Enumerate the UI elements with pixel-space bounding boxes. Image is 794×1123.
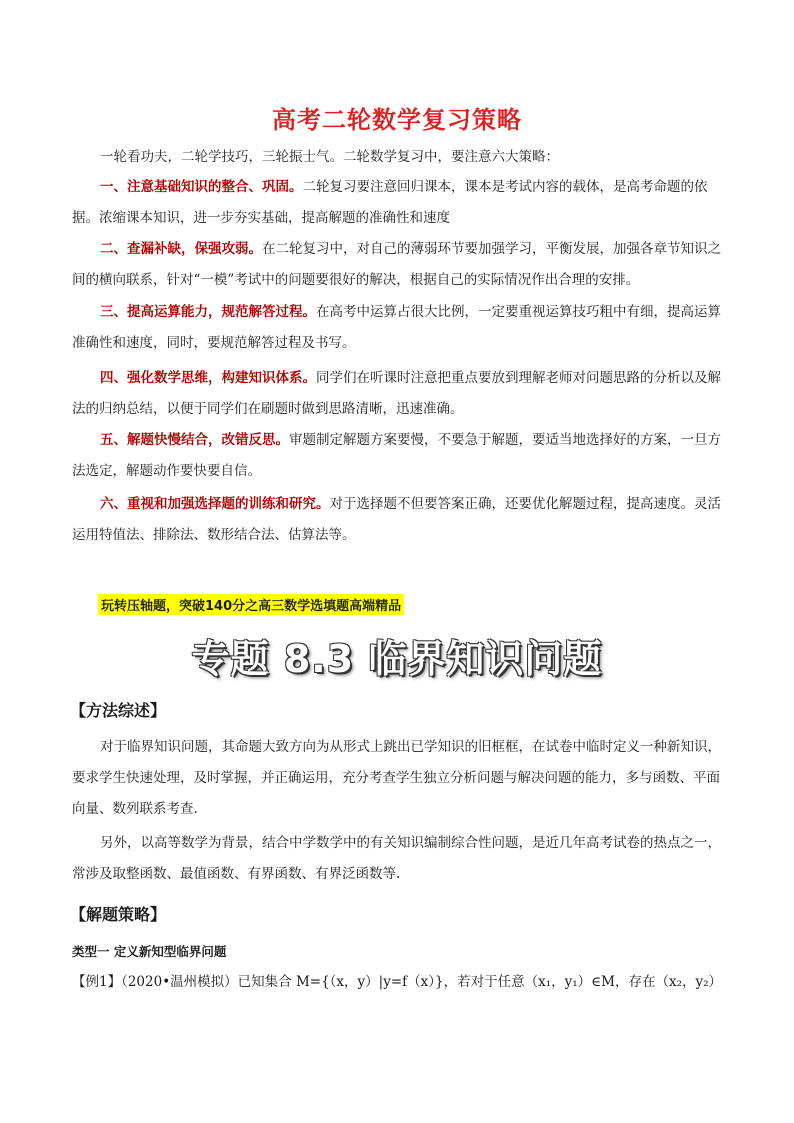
- series-banner: 玩转压轴题，突破140分之高三数学选填题高端精品: [98, 594, 404, 615]
- strategy-2: [72, 234, 732, 296]
- type-heading: 类型一 定义新知型临界问题: [72, 944, 227, 959]
- strategy-section-heading: 【解题策略】: [70, 905, 167, 924]
- strategy-4: [72, 363, 732, 425]
- strategy-6-heading: 六、重视和加强选择题的训练和研究。: [100, 496, 330, 512]
- strategy-4-text: 同学们在听课时注意把重点要放到理解老师对问题思路的分析以及解法的归纳总结，以便于同学们在刷题时做到思路清晰，迅速准确。: [72, 370, 721, 417]
- strategy-1-heading: 一、注意基础知识的整合、巩固。: [100, 179, 303, 195]
- strategy-5: [72, 425, 732, 487]
- method-heading: 【方法综述】: [70, 701, 167, 720]
- method-paragraph-2: 另外，以高等数学为背景，结合中学数学中的有关知识编制综合性问题，是近几年高考试卷的热点之一，常涉及取整函数、最值函数、有界函数、有界泛函数等.: [72, 835, 721, 882]
- example-1: 【例1】（2020•温州模拟）已知集合 M={（x，y）|y=f（x）}，若对于任意（x₁，y₁）∈M，存在（x₂，y₂）: [72, 974, 723, 990]
- page-title: 高考二轮数学复习策略: [272, 106, 522, 134]
- strategy-3-text: 在高考中运算占很大比例，一定要重视运算技巧粗中有细，提高运算准确性和速度，同时，要规范解答过程及书写。: [72, 304, 721, 351]
- strategy-5-text: 审题制定解题方案要慢，不要急于解题，要适当地选择好的方案，一旦方法选定，解题动作要快要自信。: [72, 432, 721, 479]
- strategy-2-heading: 二、查漏补缺，保强攻弱。: [100, 241, 262, 257]
- intro-paragraph: 一轮看功夫，二轮学技巧，三轮振士气。二轮数学复习中，要注意六大策略：: [100, 149, 559, 165]
- strategy-1: [72, 172, 732, 234]
- strategy-6: [72, 489, 732, 551]
- strategy-1-text: 二轮复习要注意回归课本，课本是考试内容的载体，是高考命题的依据。浓缩课本知识，进一步夯实基础，提高解题的准确性和速度: [72, 179, 708, 226]
- strategy-3-heading: 三、提高运算能力，规范解答过程。: [100, 304, 316, 320]
- method-paragraph-1: 对于临界知识问题，其命题大致方向为从形式上跳出已学知识的旧框框，在试卷中临时定义一种新知识，要求学生快速处理，及时掌握，并正确运用，充分考查学生独立分析问题与解决问题的能力，多与函数、平面向量、数列联系考查.: [72, 739, 721, 817]
- strategy-6-text: 对于选择题不但要答案正确，还要优化解题过程，提高速度。灵活运用特值法、排除法、数形结合法、估算法等。: [72, 496, 721, 543]
- strategy-2-text: 在二轮复习中，对自己的薄弱环节要加强学习，平衡发展，加强各章节知识之间的横向联系，针对“一模”考试中的问题要很好的解决，根据自己的实际情况作出合理的安排。: [72, 241, 721, 288]
- strategy-3: [72, 297, 732, 359]
- topic-title: 专题 8.3 临界知识问题: [191, 637, 603, 681]
- strategy-4-heading: 四、强化数学思维，构建知识体系。: [100, 370, 316, 386]
- strategy-5-heading: 五、解题快慢结合，改错反思。: [100, 432, 289, 448]
